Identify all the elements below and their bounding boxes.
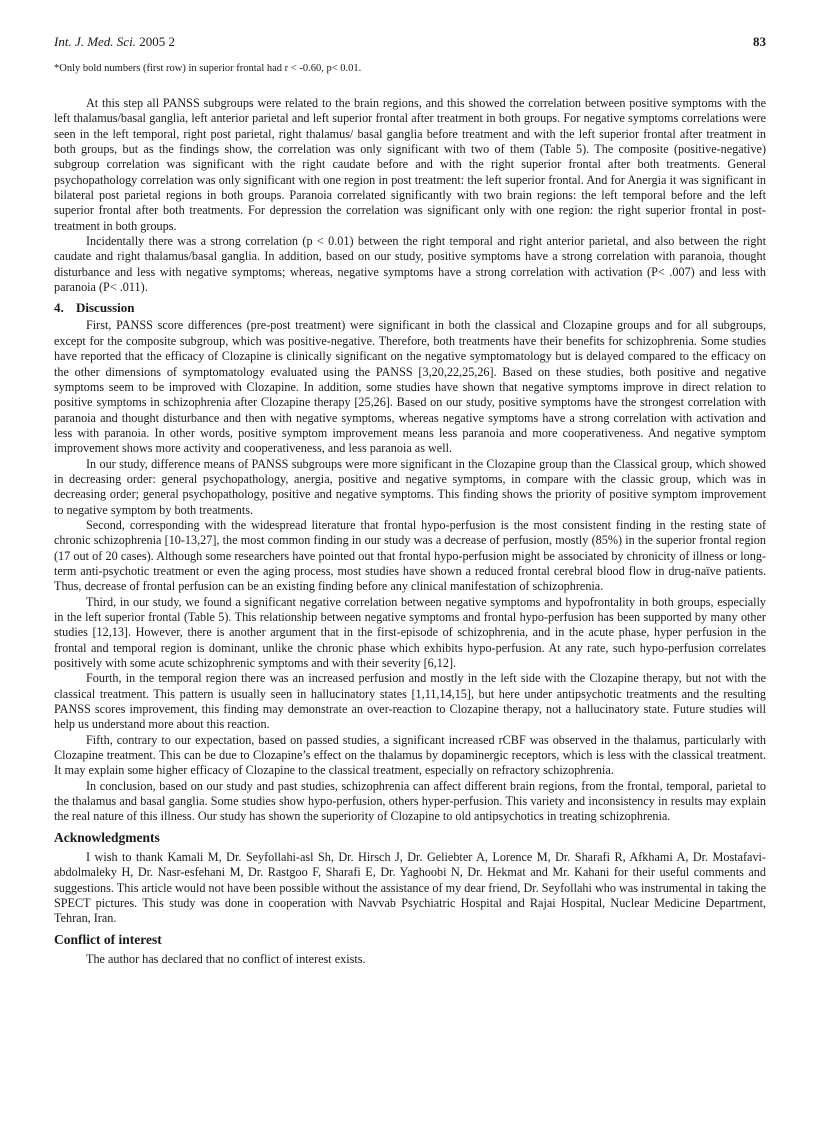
discussion-paragraph: First, PANSS score differences (pre-post treatment) were significant in both the classical and Clozapine groups and for all subgroups, except for the composite subgroup, which was positive-negative. Therefore, both treatments have their benefits for schizophrenia. Some studies have reported that the efficacy of Clozapine is clinically significant on the negative symptomatology but is delayed compared to the efficacy on the other dimensions of symptomatology evaluated using the PANSS [3,20,22,25,26]. Based on these studies, both positive and negative symptoms seem to be improved with Clozapine. In addition, some studies have shown that negative symptoms improve in direct relation to positive symptoms in schizophrenia after Clozapine therapy [25,26]. Based on our study, positive symptoms have the strongest correlation with paranoia and thought disturbance and then with negative symptoms, whereas negative symptoms have a strong correlation with activation and less with paranoia. In other words, positive symptom improvement means less paranoia and more cooperativeness. And negative symptom improvement shows more activity and cooperativeness, and less paranoia as well.	[54, 318, 766, 456]
results-paragraph: At this step all PANSS subgroups were related to the brain regions, and this showed the correlation between positive symptoms with the left thalamus/basal ganglia, left anterior parietal and left superior frontal after treatment in both groups. For negative symptoms correlations were seen in the left temporal, right post parietal, right thalamus/ basal ganglia before treatment and with the left superior frontal after treatment in both groups, but as the findings show, the correlation was only significant with two of them (Table 5). The composite (positive-negative) subgroup correlation was significant with the right caudate before and with the right superior frontal after both treatments. General psychopathology correlation was only significant with one region in post treatment: the left superior frontal. And for Anergia it was significant in bilateral post parietal regions in both groups. Paranoia correlated significantly with two brain regions: the left temporal before and the left superior frontal after both treatments. For depression the correlation was significant only with one region: the right superior frontal in post-treatment in both groups.	[54, 96, 766, 233]
results-paragraph: Incidentally there was a strong correlation (p < 0.01) between the right temporal and right anterior parietal, and also between the right caudate and right thalamus/basal ganglia. In addition, based on our study, positive symptoms have a strong correlation with paranoia, thought disturbance and less with negative symptoms; whereas, negative symptoms have a strong correlation with activation (P< .007) and less with paranoia (P< .011).	[54, 234, 766, 295]
acknowledgments-paragraph: I wish to thank Kamali M, Dr. Seyfollahi-asl Sh, Dr. Hirsch J, Dr. Geliebter A, Lorence M, Dr. Sharafi R, Afkhami A, Dr. Mostafavi-abdolmaleky H, Dr. Nasr-esfehani M, Dr. Rastgoo F, Sharafi E, Dr. Yaghoobi N, Dr. Hekmat and Mr. Kahani for their useful comments and suggestions. This article would not have been possible without the assistance of my dear friend, Dr. Seyfollahi who was instrumental in taking the SPECT pictures. This study was done in cooperation with Navvab Psychiatric Hospital and Rajai Hospital, Nuclear Medicine Department, Tehran, Iran.	[54, 849, 766, 926]
journal-name: Int. J. Med. Sci.	[54, 34, 136, 49]
discussion-paragraph: Fifth, contrary to our expectation, based on passed studies, a significant increased rCBF was observed in the thalamus, particularly with Clozapine treatment. This can be due to Clozapine’s effect on the thalamus by dopaminergic receptors, which is less with the classical treatment. It may explain some higher efficacy of Clozapine to the classical treatment, especially on refractory schizophrenia.	[54, 732, 766, 778]
journal-citation	[54, 34, 175, 50]
page-number: 83	[753, 34, 766, 49]
article-body	[54, 96, 766, 967]
discussion-paragraph: In our study, difference means of PANSS subgroups were more significant in the Clozapine group than the Classical group, which showed in decreasing order: general psychopathology, anergia, positive and negative symptoms, in compare with the classic group, which was in decreasing order; general psychopathology, positive and negative symptoms. This finding shows the priority of positive symptom improvement to negative symptom by both treatments.	[54, 456, 766, 517]
acknowledgments-heading: Acknowledgments	[54, 829, 160, 845]
journal-volume: 2005 2	[135, 34, 175, 49]
conflict-of-interest-section	[54, 931, 766, 967]
discussion-paragraph: Fourth, in the temporal region there was an increased perfusion and mostly in the left side with the Clozapine therapy, but not with the classical treatment. This pattern is usually seen in hallucinatory states [1,11,14,15], but here under antipsychotic treatments and the resulting PANSS scores improvement, this finding may demonstrate an over-reaction to Clozapine therapy, not a hallucinatory state. Future studies will help us understand more about this reaction.	[54, 671, 766, 732]
section-title: Discussion	[76, 300, 135, 316]
conflict-of-interest-heading: Conflict of interest	[54, 931, 162, 947]
discussion-paragraph: Second, corresponding with the widespread literature that frontal hypo-perfusion is the most consistent finding in the resting state of chronic schizophrenia [10-13,27], the most common finding in our study was a decrease of perfusion, mostly (85%) in the superior frontal region (17 out of 20 cases). Although some researchers have pointed out that frontal hypo-perfusion might be associated by chronicity of illness or long-term anti-psychotic treatment or even the aging process, most studies have shown a reduced frontal cerebral blood flow in drug-naïve patients. Thus, decrease of frontal perfusion can be an existing finding before any clinical manifestation of schizophrenia.	[54, 517, 766, 594]
acknowledgments-section	[54, 829, 766, 927]
section-number: 4.	[54, 300, 64, 316]
discussion-paragraph: In conclusion, based on our study and past studies, schizophrenia can affect different brain regions, from the frontal, temporal, parietal to the thalamus and basal ganglia. Some studies show hypo-perfusion, others hyper-perfusion. This variety and inconsistency in results may explain the real nature of this illness. Our study has shown the superiority of Clozapine to old antipsychotics in treating schizophrenia.	[54, 778, 766, 824]
discussion-paragraph: Third, in our study, we found a significant negative correlation between negative symptoms and hypofrontality in both groups, especially in the left superior frontal (Table 5). This relationship between negative symptoms and frontal hypo-perfusion has been supported by many other studies [12,13]. However, there is another argument that in the first-episode of schizophrenia, and in the acute phase, hyper perfusion in the frontal and temporal region is dominant, unlike the chronic phase which exhibits hypo-perfusion. At any rate, such hypo-perfusion correlates positively with some acute schizophrenic symptoms and with their severity [6,12].	[54, 594, 766, 671]
running-header	[54, 34, 766, 52]
conflict-of-interest-paragraph: The author has declared that no conflict of interest exists.	[86, 951, 366, 966]
discussion-heading	[54, 299, 766, 316]
table-footnote: *Only bold numbers (first row) in superior frontal had r < -0.60, p< 0.01.	[54, 63, 362, 74]
